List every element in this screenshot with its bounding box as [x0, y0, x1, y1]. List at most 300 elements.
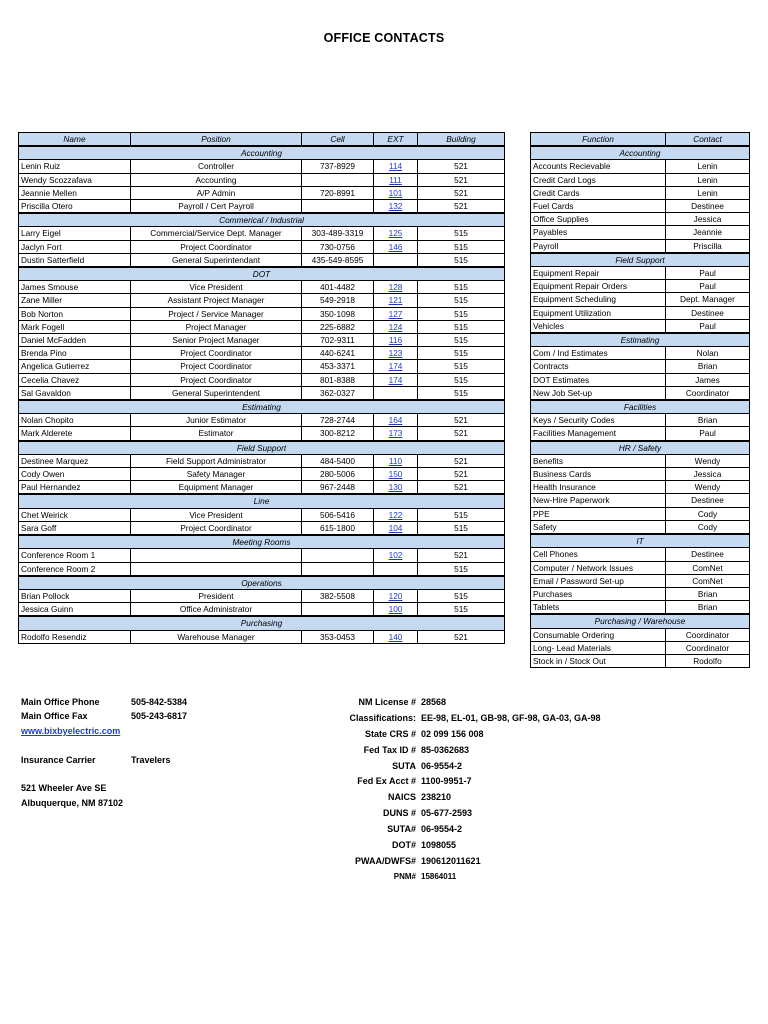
contact-name: Mark Alderete [19, 427, 131, 441]
contact-name: Brian Pollock [19, 589, 131, 602]
license-value: 15864011 [421, 871, 457, 881]
function-contact: Wendy [666, 454, 750, 467]
table-row [19, 294, 505, 307]
function-contact: Paul [666, 267, 750, 280]
ext-link[interactable]: 146 [388, 241, 403, 252]
contact-position: Senior Project Manager [131, 334, 302, 347]
license-row [300, 856, 601, 872]
table-row [531, 574, 750, 587]
contact-name: Destinee Marquez [19, 454, 131, 467]
function-name: Tablets [531, 601, 666, 615]
function-contact: Destinee [666, 494, 750, 507]
table-row [531, 454, 750, 467]
ext-link[interactable]: 121 [388, 295, 403, 306]
license-row [300, 745, 601, 761]
section-row [19, 441, 505, 455]
table-row [531, 628, 750, 641]
contact-position: General Superintendent [131, 386, 302, 400]
spacer [21, 740, 187, 754]
contact-name: Sal Gavaldon [19, 386, 131, 400]
contact-position: Warehouse Manager [131, 630, 302, 643]
license-row [300, 872, 601, 888]
contact-position: Accounting [131, 173, 302, 186]
contact-building: 515 [418, 253, 505, 267]
table-row [531, 347, 750, 360]
ext-link[interactable]: 150 [388, 469, 403, 480]
section-row [531, 441, 750, 455]
section-title: HR / Safety [531, 441, 750, 455]
contact-building: 521 [418, 468, 505, 481]
contact-building: 515 [418, 360, 505, 373]
function-contact: Nolan [666, 347, 750, 360]
table-row [19, 360, 505, 373]
section-row [19, 576, 505, 590]
contact-name: Daniel McFadden [19, 334, 131, 347]
function-name: PPE [531, 507, 666, 520]
ext-link[interactable]: 123 [388, 348, 403, 359]
contact-building: 521 [418, 454, 505, 467]
function-contact: Cody [666, 520, 750, 534]
contact-cell: 453-3371 [302, 360, 374, 373]
contact-name: Priscilla Otero [19, 200, 131, 214]
contact-ext [374, 294, 418, 307]
website-row [21, 726, 187, 740]
contact-ext [374, 320, 418, 333]
function-contact: Coordinator [666, 641, 750, 654]
table-row [531, 213, 750, 226]
table-row [531, 200, 750, 213]
contact-cell [302, 549, 374, 562]
section-row [531, 534, 750, 548]
table-row [531, 186, 750, 199]
contact-position [131, 562, 302, 576]
section-row [19, 535, 505, 549]
function-contact: ComNet [666, 574, 750, 587]
license-value: EE-98, EL-01, GB-98, GF-98, GA-03, GA-98 [421, 712, 601, 723]
license-value: 05-677-2593 [421, 808, 473, 819]
table-row [19, 562, 505, 576]
license-row [300, 808, 601, 824]
insurance-row [21, 755, 187, 769]
function-contact: Brian [666, 587, 750, 600]
contact-ext [374, 240, 418, 253]
ext-link[interactable]: 111 [389, 174, 402, 185]
function-name: Facilities Management [531, 427, 666, 441]
contact-ext [374, 630, 418, 643]
contact-building: 521 [418, 160, 505, 173]
license-value: 1100-9951-7 [421, 776, 472, 787]
table-row [19, 468, 505, 481]
function-name: Cell Phones [531, 548, 666, 561]
header-contact: Contact [666, 133, 750, 147]
ext-link[interactable]: 110 [388, 455, 403, 466]
contact-ext [374, 589, 418, 602]
function-contact: Lenin [666, 173, 750, 186]
ext-link[interactable]: 102 [388, 550, 403, 561]
function-name: Long- Lead Materials [531, 641, 666, 654]
license-row [300, 840, 601, 856]
function-header-row [531, 133, 750, 147]
function-contact: Jessica [666, 213, 750, 226]
function-contact: Coordinator [666, 628, 750, 641]
table-row [531, 267, 750, 280]
license-label: NAICS [387, 792, 416, 803]
function-contact: Lenin [666, 186, 750, 199]
contact-position: Payroll / Cert Payroll [131, 200, 302, 214]
contact-building: 515 [418, 508, 505, 521]
license-value: 28568 [421, 697, 447, 707]
section-title: Operations [19, 576, 505, 590]
function-contact: Destinee [666, 200, 750, 213]
section-title: Estimating [531, 333, 750, 347]
section-row [19, 146, 505, 160]
contact-ext [374, 307, 418, 320]
function-contact: Dept. Manager [666, 293, 750, 306]
table-row [19, 589, 505, 602]
table-row [19, 320, 505, 333]
license-label: PWAA/DWFS# [354, 855, 416, 866]
license-info [300, 697, 601, 888]
table-row [531, 280, 750, 293]
main-fax-value: 505-243-6817 [131, 711, 188, 722]
function-name: Business Cards [531, 468, 666, 481]
table-row [19, 454, 505, 467]
function-name: Office Supplies [531, 213, 666, 226]
contact-cell: 300-8212 [302, 427, 374, 441]
contact-position: Commercial/Service Dept. Manager [131, 227, 302, 240]
header-ext: EXT [374, 133, 418, 147]
contact-cell: 506-5416 [302, 508, 374, 521]
ext-link[interactable]: 127 [388, 308, 403, 319]
contact-position [131, 549, 302, 562]
ext-link[interactable]: 125 [388, 228, 403, 239]
license-label: SUTA [392, 760, 416, 771]
contact-name: Larry Eigel [19, 227, 131, 240]
contact-position: Field Support Administrator [131, 454, 302, 467]
section-title: DOT [19, 267, 505, 281]
contact-cell: 303-489-3319 [302, 227, 374, 240]
table-row [19, 549, 505, 562]
function-contact: Paul [666, 280, 750, 293]
table-row [531, 306, 750, 319]
contact-cell: 225-6882 [302, 320, 374, 333]
function-name: Equipment Scheduling [531, 293, 666, 306]
contact-name: Rodolfo Resendiz [19, 630, 131, 643]
section-row [531, 400, 750, 414]
contact-cell: 615-1800 [302, 521, 374, 535]
contact-building: 515 [418, 294, 505, 307]
spacer [21, 769, 187, 783]
contact-position: Equipment Manager [131, 481, 302, 495]
table-row [19, 334, 505, 347]
contact-position: Office Administrator [131, 603, 302, 617]
table-row [19, 427, 505, 441]
table-row [19, 307, 505, 320]
license-value: 85-0362683 [421, 744, 470, 755]
contact-building: 515 [418, 373, 505, 386]
license-row [300, 761, 601, 777]
contact-name: Cecelia Chavez [19, 373, 131, 386]
main-fax-row [21, 711, 187, 725]
function-name: Stock in / Stock Out [531, 654, 666, 667]
license-row [300, 729, 601, 745]
contact-ext [374, 173, 418, 186]
contact-position: Controller [131, 160, 302, 173]
ext-link[interactable]: 173 [388, 428, 403, 439]
license-label: DUNS # [382, 808, 416, 819]
function-name: Credit Cards [531, 186, 666, 199]
page-title: OFFICE CONTACTS [323, 31, 445, 45]
function-contact: Paul [666, 427, 750, 441]
function-name: Consumable Ordering [531, 628, 666, 641]
table-row [531, 360, 750, 373]
function-name: Com / Ind Estimates [531, 347, 666, 360]
function-name: Payables [531, 226, 666, 239]
contact-ext [374, 508, 418, 521]
contact-position: Project Coordinator [131, 347, 302, 360]
contact-building: 521 [418, 630, 505, 643]
license-row [300, 824, 601, 840]
ext-link[interactable]: 174 [388, 361, 403, 372]
function-contact: Brian [666, 601, 750, 615]
ext-link[interactable]: 164 [388, 415, 403, 426]
function-contact: Jeannie [666, 226, 750, 239]
section-title: Purchasing [19, 616, 505, 630]
function-name: Email / Password Set-up [531, 574, 666, 587]
function-contact: Rodolfo [666, 654, 750, 667]
contact-cell [302, 173, 374, 186]
main-fax-label: Main Office Fax [21, 711, 88, 722]
license-label: PNM# [393, 871, 416, 881]
ext-link[interactable]: 174 [388, 374, 403, 385]
contact-cell: 382-5508 [302, 589, 374, 602]
contact-position: Vice President [131, 508, 302, 521]
table-row [531, 601, 750, 615]
ext-link[interactable]: 101 [388, 187, 403, 198]
contact-ext [374, 454, 418, 467]
function-name: Purchases [531, 587, 666, 600]
function-name: Safety [531, 520, 666, 534]
license-label: DOT# [391, 840, 416, 851]
table-row [531, 427, 750, 441]
license-row [300, 713, 601, 729]
contact-position: Project Manager [131, 320, 302, 333]
section-row [531, 146, 750, 160]
function-contact: Brian [666, 360, 750, 373]
table-row [19, 253, 505, 267]
contact-ext [374, 386, 418, 400]
contact-ext [374, 160, 418, 173]
table-row [19, 160, 505, 173]
license-value: 06-9554-2 [421, 824, 463, 835]
license-value: 238210 [421, 792, 452, 803]
contact-ext [374, 347, 418, 360]
contact-building: 515 [418, 227, 505, 240]
license-label: NM License # [358, 697, 416, 707]
contact-cell: 720-8991 [302, 186, 374, 199]
contact-ext [374, 549, 418, 562]
table-row [19, 200, 505, 214]
table-row [531, 548, 750, 561]
function-contact: Lenin [666, 160, 750, 173]
function-name: Vehicles [531, 319, 666, 333]
function-name: Fuel Cards [531, 200, 666, 213]
ext-link[interactable]: 120 [388, 590, 403, 601]
section-title: Accounting [19, 146, 505, 160]
main-phone-row [21, 697, 187, 711]
contact-name: Lenin Ruiz [19, 160, 131, 173]
table-row [19, 481, 505, 495]
contact-cell: 435-549-8595 [302, 253, 374, 267]
ext-link[interactable]: 124 [388, 321, 403, 332]
contact-position: Project / Service Manager [131, 307, 302, 320]
function-name: Equipment Repair Orders [531, 280, 666, 293]
contact-name: Jessica Guinn [19, 603, 131, 617]
ext-link[interactable]: 130 [388, 482, 403, 493]
function-name: Keys / Security Codes [531, 414, 666, 427]
section-row [531, 253, 750, 267]
contact-cell: 801-8388 [302, 373, 374, 386]
section-title: Commerical / Industrial [19, 213, 505, 227]
contact-building: 515 [418, 589, 505, 602]
staff-header-row [19, 133, 505, 147]
contact-position: Assistant Project Manager [131, 294, 302, 307]
contact-position: Vice President [131, 281, 302, 294]
table-row [19, 386, 505, 400]
contact-building: 515 [418, 562, 505, 576]
contact-cell: 353-0453 [302, 630, 374, 643]
license-row [300, 792, 601, 808]
table-row [19, 508, 505, 521]
contact-building: 515 [418, 281, 505, 294]
contact-name: Conference Room 2 [19, 562, 131, 576]
license-label: Fed Tax ID # [363, 744, 416, 755]
function-contact: Destinee [666, 548, 750, 561]
contact-name: Conference Room 1 [19, 549, 131, 562]
contact-building: 515 [418, 240, 505, 253]
function-name: Accounts Recievable [531, 160, 666, 173]
contact-cell: 350-1098 [302, 307, 374, 320]
section-title: Field Support [19, 441, 505, 455]
function-contact: Wendy [666, 481, 750, 494]
function-name: Credit Card Logs [531, 173, 666, 186]
contact-ext [374, 481, 418, 495]
function-contact: Jessica [666, 468, 750, 481]
website-link[interactable]: www.bixbyelectric.com [21, 725, 121, 736]
table-row [531, 520, 750, 534]
contact-name: Zane Miller [19, 294, 131, 307]
contact-ext [374, 200, 418, 214]
contact-name: James Smouse [19, 281, 131, 294]
contact-name: Bob Norton [19, 307, 131, 320]
contact-name: Angelica Gutierrez [19, 360, 131, 373]
function-name: Equipment Repair [531, 267, 666, 280]
contact-building: 515 [418, 334, 505, 347]
contact-ext [374, 603, 418, 617]
function-contact: Brian [666, 414, 750, 427]
contact-building: 515 [418, 521, 505, 535]
table-row [531, 587, 750, 600]
contact-building: 515 [418, 307, 505, 320]
section-row [19, 213, 505, 227]
contact-cell: 401-4482 [302, 281, 374, 294]
header-cell: Cell [302, 133, 374, 147]
ext-link[interactable]: 132 [388, 201, 403, 212]
table-row [19, 414, 505, 427]
contact-ext [374, 360, 418, 373]
company-info [21, 697, 187, 812]
contact-cell: 362-0327 [302, 386, 374, 400]
contact-cell: 280-5006 [302, 468, 374, 481]
contact-cell: 484-5400 [302, 454, 374, 467]
contact-position: President [131, 589, 302, 602]
license-label: Fed Ex Acct # [357, 776, 416, 787]
function-contact: ComNet [666, 561, 750, 574]
contact-position: Junior Estimator [131, 414, 302, 427]
contact-building: 515 [418, 603, 505, 617]
contact-name: Dustin Satterfield [19, 253, 131, 267]
header-building: Building [418, 133, 505, 147]
table-row [531, 481, 750, 494]
table-row [531, 386, 750, 400]
table-row [531, 226, 750, 239]
contact-building: 521 [418, 186, 505, 199]
table-row [531, 160, 750, 173]
ext-link[interactable]: 122 [388, 509, 403, 520]
contact-building: 521 [418, 481, 505, 495]
license-row [300, 697, 601, 713]
function-contact: Coordinator [666, 386, 750, 400]
contact-ext [374, 253, 418, 267]
table-row [531, 239, 750, 253]
contact-name: Wendy Scozzafava [19, 173, 131, 186]
section-title: Line [19, 494, 505, 508]
license-value: 190612011621 [421, 855, 481, 866]
ext-link[interactable]: 128 [388, 282, 403, 293]
function-contact: Priscilla [666, 239, 750, 253]
section-title: Field Support [531, 253, 750, 267]
main-phone-label: Main Office Phone [21, 697, 100, 707]
contact-name: Sara Goff [19, 521, 131, 535]
contact-cell: 730-0756 [302, 240, 374, 253]
ext-link[interactable]: 100 [388, 604, 403, 615]
function-contact: James [666, 373, 750, 386]
table-row [531, 641, 750, 654]
ext-link[interactable]: 104 [388, 522, 403, 533]
insurance-label: Insurance Carrier [21, 754, 96, 765]
license-label: Classifications: [349, 712, 416, 723]
function-name: Contracts [531, 360, 666, 373]
table-row [531, 319, 750, 333]
insurance-value: Travelers [131, 754, 171, 765]
section-row [19, 494, 505, 508]
contact-position: Project Coordinator [131, 360, 302, 373]
table-row [19, 373, 505, 386]
contact-cell: 737-8929 [302, 160, 374, 173]
license-value: 06-9554-2 [421, 760, 463, 771]
ext-link[interactable]: 116 [388, 335, 403, 346]
section-row [531, 333, 750, 347]
table-row [531, 414, 750, 427]
contact-position: A/P Admin [131, 186, 302, 199]
contact-ext [374, 427, 418, 441]
ext-link[interactable]: 140 [388, 631, 403, 642]
contact-building: 521 [418, 173, 505, 186]
ext-link[interactable]: 114 [388, 161, 403, 172]
table-row [19, 281, 505, 294]
contact-position: General Superintendant [131, 253, 302, 267]
contact-ext [374, 186, 418, 199]
